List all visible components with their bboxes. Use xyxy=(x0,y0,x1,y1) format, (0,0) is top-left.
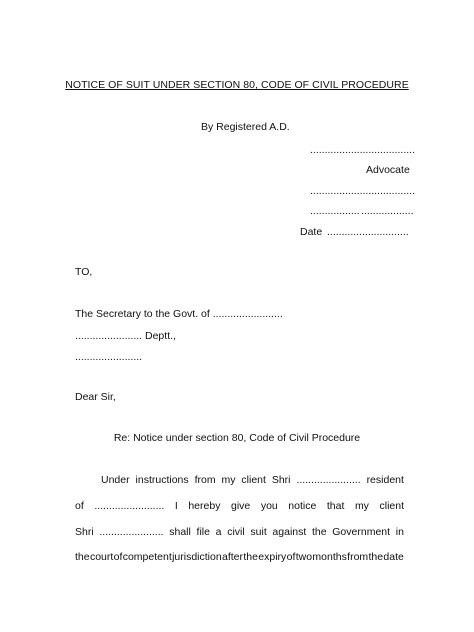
body-word: the xyxy=(311,525,327,538)
body-word: of xyxy=(286,551,296,564)
body-word: the xyxy=(75,551,90,564)
body-word: the xyxy=(243,551,258,564)
notice-title: NOTICE OF SUIT UNDER SECTION 80, CODE OF CIVIL PROCEDURE xyxy=(65,79,409,91)
body-word: after xyxy=(222,551,244,564)
body-word: ...................... xyxy=(99,525,164,538)
sender-name-blank: .................................... xyxy=(310,144,416,156)
addressee-line-3: ....................... xyxy=(75,351,143,363)
body-word: court xyxy=(89,551,114,564)
body-word: months xyxy=(312,551,347,564)
body-word: you xyxy=(260,499,278,512)
body-word: from xyxy=(194,474,216,486)
body-paragraph xyxy=(75,474,404,577)
body-word: ...................... xyxy=(296,474,361,486)
body-word: of xyxy=(113,551,123,564)
body-word: shall xyxy=(169,525,191,538)
body-word: notice xyxy=(288,499,317,512)
body-word: of xyxy=(75,499,84,512)
subject-line: Re: Notice under section 80, Code of Civil Procedure xyxy=(113,432,361,444)
body-word: the xyxy=(368,551,384,564)
body-word: client xyxy=(241,474,266,486)
to-label: TO, xyxy=(75,266,93,278)
body-word: give xyxy=(231,499,251,512)
body-word: file xyxy=(196,525,210,538)
body-word: date xyxy=(383,551,404,564)
body-word: ........................ xyxy=(94,499,165,512)
body-word: in xyxy=(395,525,404,538)
body-word: expiry xyxy=(258,551,287,564)
body-word: resident xyxy=(366,474,404,486)
date-blank: ............................ xyxy=(327,226,409,238)
body-line-3 xyxy=(75,526,404,539)
sender-address-blank-2b: .................. xyxy=(361,205,414,217)
body-word: my xyxy=(221,474,236,486)
body-word: hereby xyxy=(188,499,221,512)
body-word: my xyxy=(354,499,369,512)
body-word: competent xyxy=(122,551,172,564)
sender-address-blank-1: .................................... xyxy=(310,185,416,197)
body-word: against xyxy=(272,525,307,538)
body-line-2 xyxy=(75,500,404,513)
body-word: civil xyxy=(227,525,245,538)
body-word: I xyxy=(174,499,178,512)
body-word: jurisdiction xyxy=(172,551,222,564)
body-word: client xyxy=(379,499,404,512)
body-word: instructions xyxy=(135,474,189,486)
body-word: Government xyxy=(332,525,391,538)
addressee-line-2: ....................... Deptt., xyxy=(75,330,176,342)
body-line-1 xyxy=(75,474,404,487)
body-word: from xyxy=(347,551,369,564)
delivery-method: By Registered A.D. xyxy=(201,121,290,133)
body-word: Under xyxy=(101,474,130,486)
salutation: Dear Sir, xyxy=(75,391,116,403)
sender-designation: Advocate xyxy=(366,164,410,176)
body-word: suit xyxy=(250,525,267,538)
body-word: that xyxy=(326,499,345,512)
addressee-line-1: The Secretary to the Govt. of ........................ xyxy=(75,308,283,320)
body-word: a xyxy=(215,525,222,538)
date-label: Date xyxy=(300,226,323,238)
body-word: Shri xyxy=(271,474,291,486)
body-word: two xyxy=(295,551,313,564)
sender-address-blank-2a: ................. xyxy=(310,205,360,217)
body-line-4 xyxy=(75,551,404,564)
body-word: Shri xyxy=(75,525,94,538)
